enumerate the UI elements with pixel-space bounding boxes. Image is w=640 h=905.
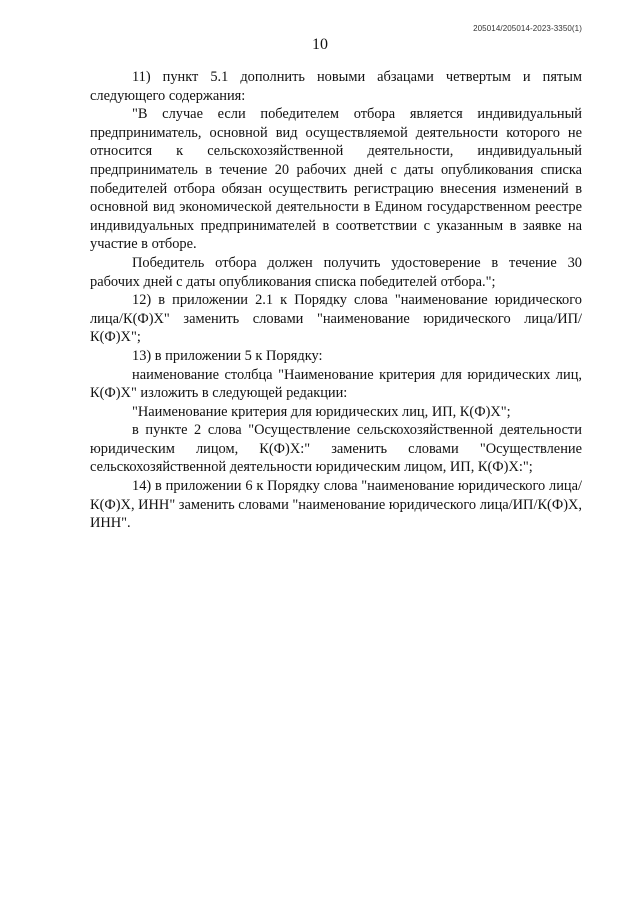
paragraph-column-name: наименование столбца "Наименование критерия для юридических лиц, К(Ф)Х" изложить в следующей редакции: [90,366,582,402]
page-number: 10 [312,36,328,53]
paragraph-quoted-text: "В случае если победителем отбора является индивидуальный предприниматель, основной вид осуществляемой деятельности которого не относится к сельскохозяйственной деятельности, индивидуальный предприниматель в течение 20 рабочих дней с даты опубликования списка победителей отбора обязан осуществить регистрацию внесения изменений в основной вид экономической деятельности в Едином государственном реестре индивидуальных предпринимателей в соответствии с указанным в заявке на участие в отборе. [90,106,582,253]
paragraph-point-2: в пункте 2 слова "Осуществление сельскохозяйственной деятельности юридическим лицом, К(Ф)Х:" заменить словами "Осуществление сельскохозяйственной деятельности юридическим лицом, ИП, К(Ф)Х:"; [90,422,582,476]
document-body [90,68,582,533]
paragraph-item-11: 11) пункт 5.1 дополнить новыми абзацами четвертым и пятым следующего содержания: [90,69,582,104]
paragraph-item-12: 12) в приложении 2.1 к Порядку слова "наименование юридического лица/К(Ф)Х" заменить словами "наименование юридического лица/ИП/К(Ф)Х"; [90,292,582,346]
paragraph-item-13: 13) в приложении 5 к Порядку: [132,347,323,364]
document-id: 205014/205014-2023-3350(1) [473,24,582,33]
paragraph-criterion-name: "Наименование критерия для юридических лиц, ИП, К(Ф)Х"; [132,403,511,420]
paragraph-item-14: 14) в приложении 6 к Порядку слова "наименование юридического лица/К(Ф)Х, ИНН" заменить словами "наименование юридического лица/ИП/К(Ф)Х, ИНН". [90,478,582,532]
paragraph-certificate: Победитель отбора должен получить удостоверение в течение 30 рабочих дней с даты опубликования списка победителей отбора."; [90,254,582,290]
